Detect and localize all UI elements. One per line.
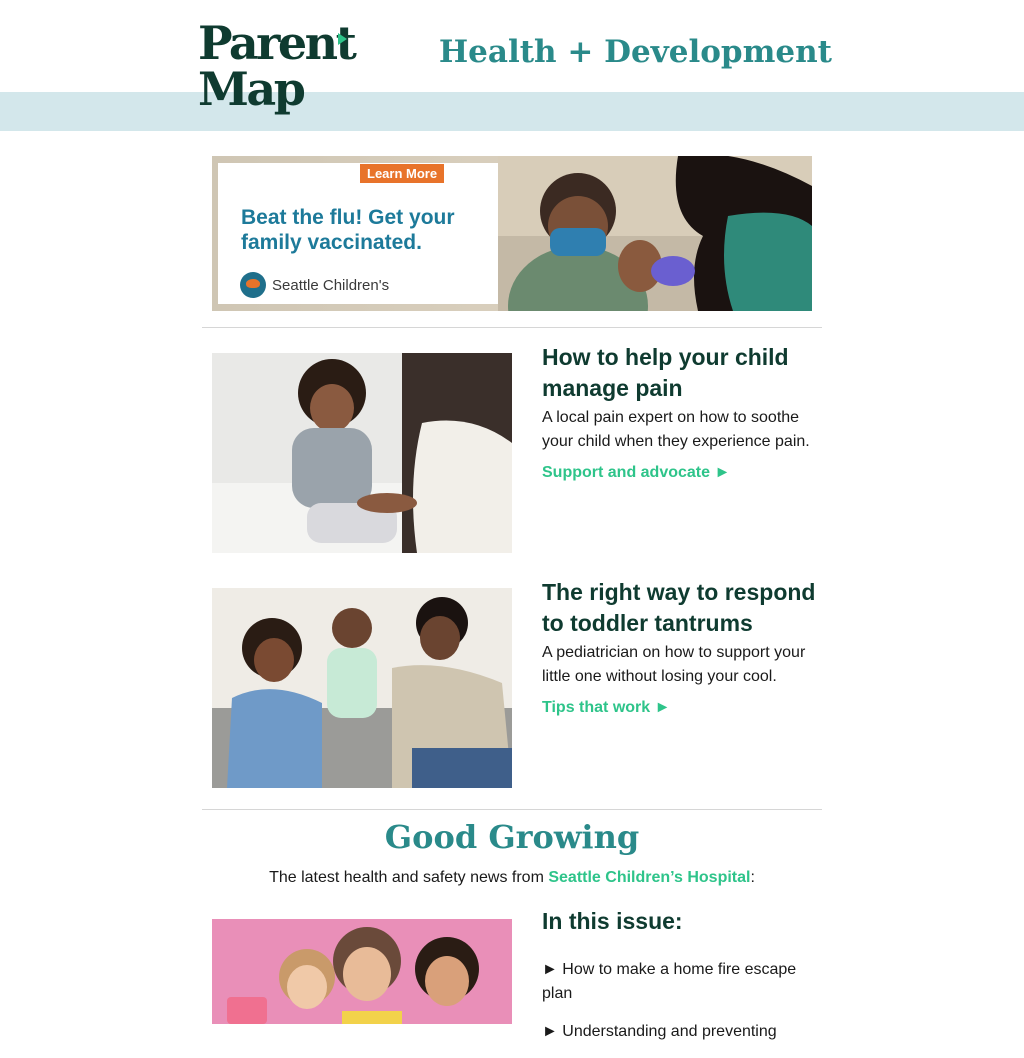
header-band <box>0 92 1024 131</box>
ad-headline: Beat the flu! Get your family vaccinated. <box>241 206 455 254</box>
story-card-tantrums <box>542 577 822 717</box>
story-title[interactable]: The right way to respond to toddler tantrums <box>542 579 816 636</box>
child-pain-photo[interactable] <box>212 353 512 553</box>
support-and-advocate-link[interactable]: Support and advocate ► <box>542 464 731 481</box>
story-card-pain <box>542 342 822 482</box>
divider <box>202 809 822 810</box>
logo-play-icon <box>338 33 347 45</box>
story-description: A pediatrician on how to support your little one without losing your cool. <box>542 644 806 685</box>
sponsor-name: Seattle Children's <box>272 277 390 294</box>
vaccination-photo <box>498 156 812 311</box>
tips-that-work-link[interactable]: Tips that work ► <box>542 699 671 716</box>
newsletter-section-title: Health + Development <box>438 34 832 70</box>
logo-text-map: Map <box>198 62 304 116</box>
story-title[interactable]: How to help your child manage pain <box>542 344 789 401</box>
intro-text: The latest health and safety news from <box>269 869 549 886</box>
good-growing-intro <box>0 869 1024 887</box>
seattle-childrens-logo-icon <box>240 272 266 298</box>
in-this-issue-heading: In this issue: <box>542 908 683 934</box>
toddler-tantrum-photo[interactable] <box>212 588 512 788</box>
good-growing-title: Good Growing <box>384 818 640 856</box>
story-description: A local pain expert on how to soothe your child when they experience pain. <box>542 409 810 450</box>
vaccination-ad-banner[interactable] <box>212 156 812 311</box>
intro-colon: : <box>750 869 755 886</box>
parentmap-logo[interactable] <box>198 16 358 120</box>
divider <box>202 327 822 328</box>
issue-item-fire-escape[interactable]: ► How to make a home fire escape plan <box>542 961 797 1002</box>
ad-card <box>218 163 498 304</box>
learn-more-button[interactable]: Learn More <box>360 164 444 183</box>
logo-text-parent: Parent <box>198 16 355 70</box>
seattle-childrens-link[interactable]: Seattle Children’s Hospital <box>548 869 751 886</box>
kids-phone-photo[interactable] <box>212 919 512 1024</box>
issue-list <box>542 958 812 1058</box>
issue-item-understanding[interactable]: ► Understanding and preventing <box>542 1023 777 1040</box>
